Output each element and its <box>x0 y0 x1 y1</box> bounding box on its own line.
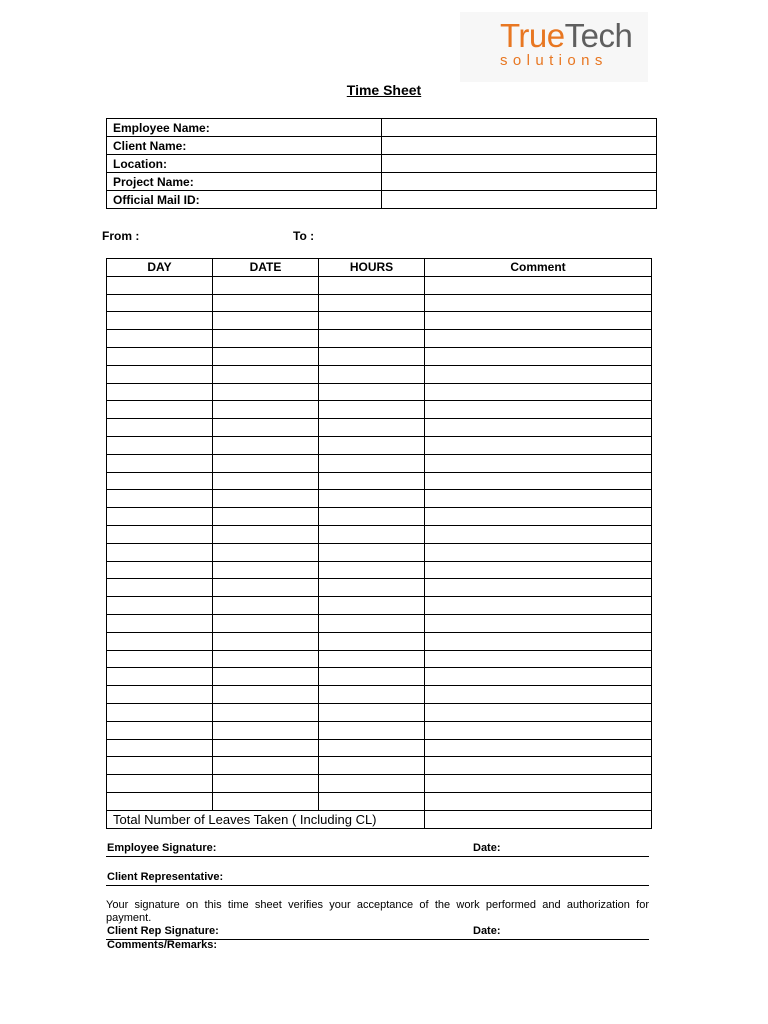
day-cell[interactable] <box>107 330 213 348</box>
comment-cell[interactable] <box>425 579 652 597</box>
table-row <box>107 668 652 686</box>
day-cell[interactable] <box>107 614 213 632</box>
comment-cell[interactable] <box>425 775 652 793</box>
hours-cell[interactable] <box>319 668 425 686</box>
table-row <box>107 561 652 579</box>
comment-cell[interactable] <box>425 294 652 312</box>
comment-cell[interactable] <box>425 650 652 668</box>
comment-cell[interactable] <box>425 508 652 526</box>
hours-cell[interactable] <box>319 703 425 721</box>
day-cell[interactable] <box>107 383 213 401</box>
day-cell[interactable] <box>107 436 213 454</box>
day-cell[interactable] <box>107 721 213 739</box>
comment-cell[interactable] <box>425 721 652 739</box>
hours-cell[interactable] <box>319 721 425 739</box>
official-mail-field[interactable] <box>382 191 657 209</box>
hours-cell[interactable] <box>319 312 425 330</box>
table-row <box>107 383 652 401</box>
comment-cell[interactable] <box>425 525 652 543</box>
table-row <box>107 650 652 668</box>
comment-cell[interactable] <box>425 454 652 472</box>
hours-cell[interactable] <box>319 686 425 704</box>
table-row <box>107 739 652 757</box>
date-cell[interactable] <box>213 686 319 704</box>
day-cell[interactable] <box>107 775 213 793</box>
day-cell[interactable] <box>107 579 213 597</box>
table-row <box>107 294 652 312</box>
table-row <box>107 508 652 526</box>
hours-cell[interactable] <box>319 775 425 793</box>
hours-cell[interactable] <box>319 543 425 561</box>
date-cell[interactable] <box>213 330 319 348</box>
hours-cell[interactable] <box>319 490 425 508</box>
day-cell[interactable] <box>107 401 213 419</box>
client-representative-label: Client Representative: <box>107 871 224 883</box>
date-cell[interactable] <box>213 383 319 401</box>
table-row <box>107 525 652 543</box>
comment-cell[interactable] <box>425 472 652 490</box>
table-row <box>107 330 652 348</box>
date-cell[interactable] <box>213 294 319 312</box>
info-label: Project Name: <box>107 173 382 191</box>
info-label: Official Mail ID: <box>107 191 382 209</box>
day-cell[interactable] <box>107 792 213 810</box>
hours-cell[interactable] <box>319 383 425 401</box>
comment-cell[interactable] <box>425 614 652 632</box>
comments-remarks-label: Comments/Remarks: <box>107 939 218 951</box>
comment-cell[interactable] <box>425 401 652 419</box>
employee-signature-label: Employee Signature: <box>107 842 217 854</box>
date-cell[interactable] <box>213 508 319 526</box>
date-cell[interactable] <box>213 650 319 668</box>
location-field[interactable] <box>382 155 657 173</box>
document-title <box>0 82 768 98</box>
date-cell[interactable] <box>213 276 319 294</box>
client-representative-line[interactable] <box>106 885 649 886</box>
date-cell[interactable] <box>213 419 319 437</box>
date-cell[interactable] <box>213 579 319 597</box>
comment-cell[interactable] <box>425 668 652 686</box>
logo-subtitle: solutions <box>500 52 608 69</box>
comment-cell[interactable] <box>425 365 652 383</box>
hours-cell[interactable] <box>319 401 425 419</box>
comment-cell[interactable] <box>425 419 652 437</box>
logo-part-tech: Tech <box>564 17 633 54</box>
day-cell[interactable] <box>107 312 213 330</box>
leaves-taken-field[interactable] <box>425 810 652 828</box>
leaves-row <box>107 810 652 828</box>
table-row <box>107 454 652 472</box>
table-row <box>107 703 652 721</box>
day-cell[interactable] <box>107 632 213 650</box>
date-cell[interactable] <box>213 614 319 632</box>
info-label: Client Name: <box>107 137 382 155</box>
date-label: Date: <box>473 842 501 854</box>
to-label: To : <box>293 229 315 243</box>
day-cell[interactable] <box>107 347 213 365</box>
comment-cell[interactable] <box>425 632 652 650</box>
comment-cell[interactable] <box>425 561 652 579</box>
info-row <box>107 173 657 191</box>
day-cell[interactable] <box>107 454 213 472</box>
comment-cell[interactable] <box>425 686 652 704</box>
comment-cell[interactable] <box>425 383 652 401</box>
hours-cell[interactable] <box>319 436 425 454</box>
project-name-field[interactable] <box>382 173 657 191</box>
date-cell[interactable] <box>213 561 319 579</box>
date-cell[interactable] <box>213 757 319 775</box>
date-cell[interactable] <box>213 436 319 454</box>
hours-cell[interactable] <box>319 365 425 383</box>
date-label-2: Date: <box>473 925 501 937</box>
document-title-text: Time Sheet <box>346 82 422 98</box>
day-cell[interactable] <box>107 543 213 561</box>
date-cell[interactable] <box>213 721 319 739</box>
date-cell[interactable] <box>213 365 319 383</box>
day-cell[interactable] <box>107 525 213 543</box>
employee-name-field[interactable] <box>382 119 657 137</box>
table-row <box>107 792 652 810</box>
signature-line[interactable] <box>106 856 649 857</box>
signature-note: Your signature on this time sheet verifies your acceptance of the work performed and authorization for payment. <box>106 899 649 924</box>
date-cell[interactable] <box>213 312 319 330</box>
table-row <box>107 436 652 454</box>
date-cell[interactable] <box>213 668 319 686</box>
column-header-day: DAY <box>107 259 213 277</box>
hours-cell[interactable] <box>319 757 425 775</box>
comment-cell[interactable] <box>425 436 652 454</box>
date-cell[interactable] <box>213 543 319 561</box>
day-cell[interactable] <box>107 276 213 294</box>
column-header-comment: Comment <box>425 259 652 277</box>
date-cell[interactable] <box>213 401 319 419</box>
hours-cell[interactable] <box>319 294 425 312</box>
client-rep-signature-label: Client Rep Signature: <box>107 925 219 937</box>
from-label: From : <box>102 229 140 243</box>
table-row <box>107 632 652 650</box>
table-row <box>107 721 652 739</box>
info-label: Employee Name: <box>107 119 382 137</box>
day-cell[interactable] <box>107 668 213 686</box>
employee-info-table <box>106 118 657 209</box>
leaves-taken-label: Total Number of Leaves Taken ( Including CL) <box>107 810 425 828</box>
hours-cell[interactable] <box>319 614 425 632</box>
date-cell[interactable] <box>213 347 319 365</box>
table-row <box>107 775 652 793</box>
table-row <box>107 365 652 383</box>
day-cell[interactable] <box>107 508 213 526</box>
hours-cell[interactable] <box>319 419 425 437</box>
day-cell[interactable] <box>107 294 213 312</box>
timesheet-grid <box>106 258 652 829</box>
day-cell[interactable] <box>107 472 213 490</box>
info-label: Location: <box>107 155 382 173</box>
day-cell[interactable] <box>107 561 213 579</box>
day-cell[interactable] <box>107 490 213 508</box>
hours-cell[interactable] <box>319 525 425 543</box>
logo-part-true: True <box>500 17 565 54</box>
date-cell[interactable] <box>213 703 319 721</box>
hours-cell[interactable] <box>319 597 425 615</box>
comment-cell[interactable] <box>425 312 652 330</box>
day-cell[interactable] <box>107 597 213 615</box>
table-row <box>107 419 652 437</box>
hours-cell[interactable] <box>319 472 425 490</box>
comment-cell[interactable] <box>425 330 652 348</box>
comment-cell[interactable] <box>425 792 652 810</box>
table-row <box>107 401 652 419</box>
hours-cell[interactable] <box>319 330 425 348</box>
day-cell[interactable] <box>107 419 213 437</box>
hours-cell[interactable] <box>319 579 425 597</box>
table-row <box>107 579 652 597</box>
company-logo <box>460 12 648 82</box>
date-cell[interactable] <box>213 792 319 810</box>
day-cell[interactable] <box>107 365 213 383</box>
date-cell[interactable] <box>213 454 319 472</box>
hours-cell[interactable] <box>319 739 425 757</box>
info-row <box>107 137 657 155</box>
day-cell[interactable] <box>107 757 213 775</box>
comment-cell[interactable] <box>425 597 652 615</box>
table-row <box>107 347 652 365</box>
comment-cell[interactable] <box>425 739 652 757</box>
table-row <box>107 312 652 330</box>
hours-cell[interactable] <box>319 632 425 650</box>
table-row <box>107 686 652 704</box>
hours-cell[interactable] <box>319 508 425 526</box>
info-row <box>107 155 657 173</box>
table-row <box>107 490 652 508</box>
day-cell[interactable] <box>107 686 213 704</box>
table-row <box>107 597 652 615</box>
hours-cell[interactable] <box>319 276 425 294</box>
date-cell[interactable] <box>213 632 319 650</box>
date-cell[interactable] <box>213 472 319 490</box>
column-header-date: DATE <box>213 259 319 277</box>
hours-cell[interactable] <box>319 650 425 668</box>
info-row <box>107 191 657 209</box>
grid-header-row <box>107 259 652 277</box>
hours-cell[interactable] <box>319 454 425 472</box>
info-row <box>107 119 657 137</box>
date-cell[interactable] <box>213 525 319 543</box>
hours-cell[interactable] <box>319 347 425 365</box>
comment-cell[interactable] <box>425 276 652 294</box>
table-row <box>107 276 652 294</box>
table-row <box>107 614 652 632</box>
day-cell[interactable] <box>107 739 213 757</box>
comment-cell[interactable] <box>425 757 652 775</box>
date-cell[interactable] <box>213 775 319 793</box>
date-cell[interactable] <box>213 490 319 508</box>
date-cell[interactable] <box>213 739 319 757</box>
day-cell[interactable] <box>107 650 213 668</box>
hours-cell[interactable] <box>319 792 425 810</box>
table-row <box>107 757 652 775</box>
hours-cell[interactable] <box>319 561 425 579</box>
comment-cell[interactable] <box>425 347 652 365</box>
comment-cell[interactable] <box>425 543 652 561</box>
table-row <box>107 472 652 490</box>
client-name-field[interactable] <box>382 137 657 155</box>
column-header-hours: HOURS <box>319 259 425 277</box>
comment-cell[interactable] <box>425 490 652 508</box>
comment-cell[interactable] <box>425 703 652 721</box>
day-cell[interactable] <box>107 703 213 721</box>
table-row <box>107 543 652 561</box>
date-cell[interactable] <box>213 597 319 615</box>
logo-wordmark <box>500 16 632 56</box>
